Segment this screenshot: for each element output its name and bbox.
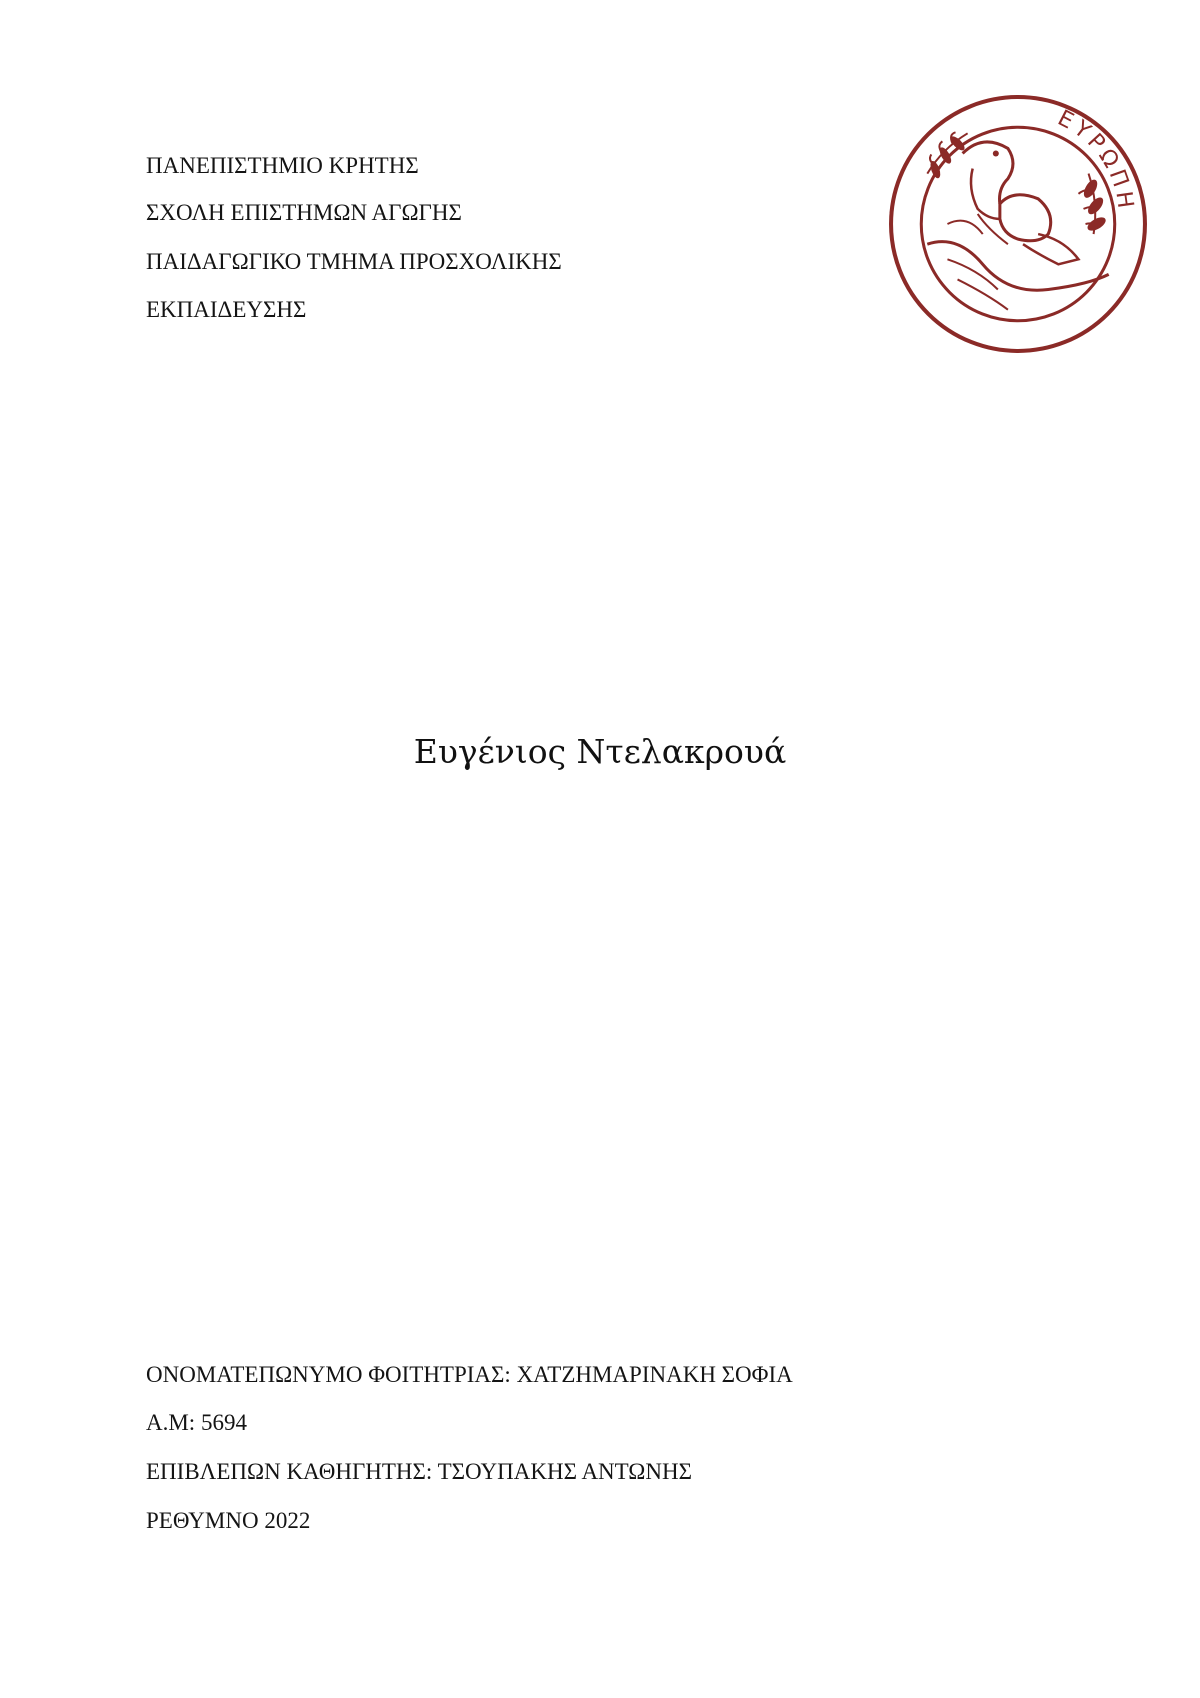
registration-number: Α.Μ: 5694 bbox=[146, 1410, 247, 1435]
department-name-continued: ΕΚΠΑΙΔΕΥΣΗΣ bbox=[146, 297, 307, 322]
school-name: ΣΧΟΛΗ ΕΠΙΣΤΗΜΩΝ ΑΓΩΓΗΣ bbox=[146, 200, 462, 225]
supervisor-name: ΕΠΙΒΛΕΠΩΝ ΚΑΘΗΓΗΤΗΣ: ΤΣΟΥΠΑΚΗΣ ΑΝΤΩΝΗΣ bbox=[146, 1459, 692, 1484]
university-of-crete-seal-icon bbox=[887, 93, 1149, 355]
student-name: ΟΝΟΜΑΤΕΠΩΝΥΜΟ ΦΟΙΤΗΤΡΙΑΣ: ΧΑΤΖΗΜΑΡΙΝΑΚΗ ΣΟΦΙΑ bbox=[146, 1362, 793, 1387]
document-title: Ευγένιος Ντελακρουά bbox=[413, 732, 787, 771]
place-and-year: ΡΕΘΥΜΝΟ 2022 bbox=[146, 1508, 311, 1533]
department-name: ΠΑΙΔΑΓΩΓΙΚΟ ΤΜΗΜΑ ΠΡΟΣΧΟΛΙΚΗΣ bbox=[146, 249, 562, 274]
seal-label: ΕΥΡΩΠΗ bbox=[1053, 105, 1140, 214]
university-name: ΠΑΝΕΠΙΣΤΗΜΙΟ ΚΡΗΤΗΣ bbox=[146, 153, 419, 178]
